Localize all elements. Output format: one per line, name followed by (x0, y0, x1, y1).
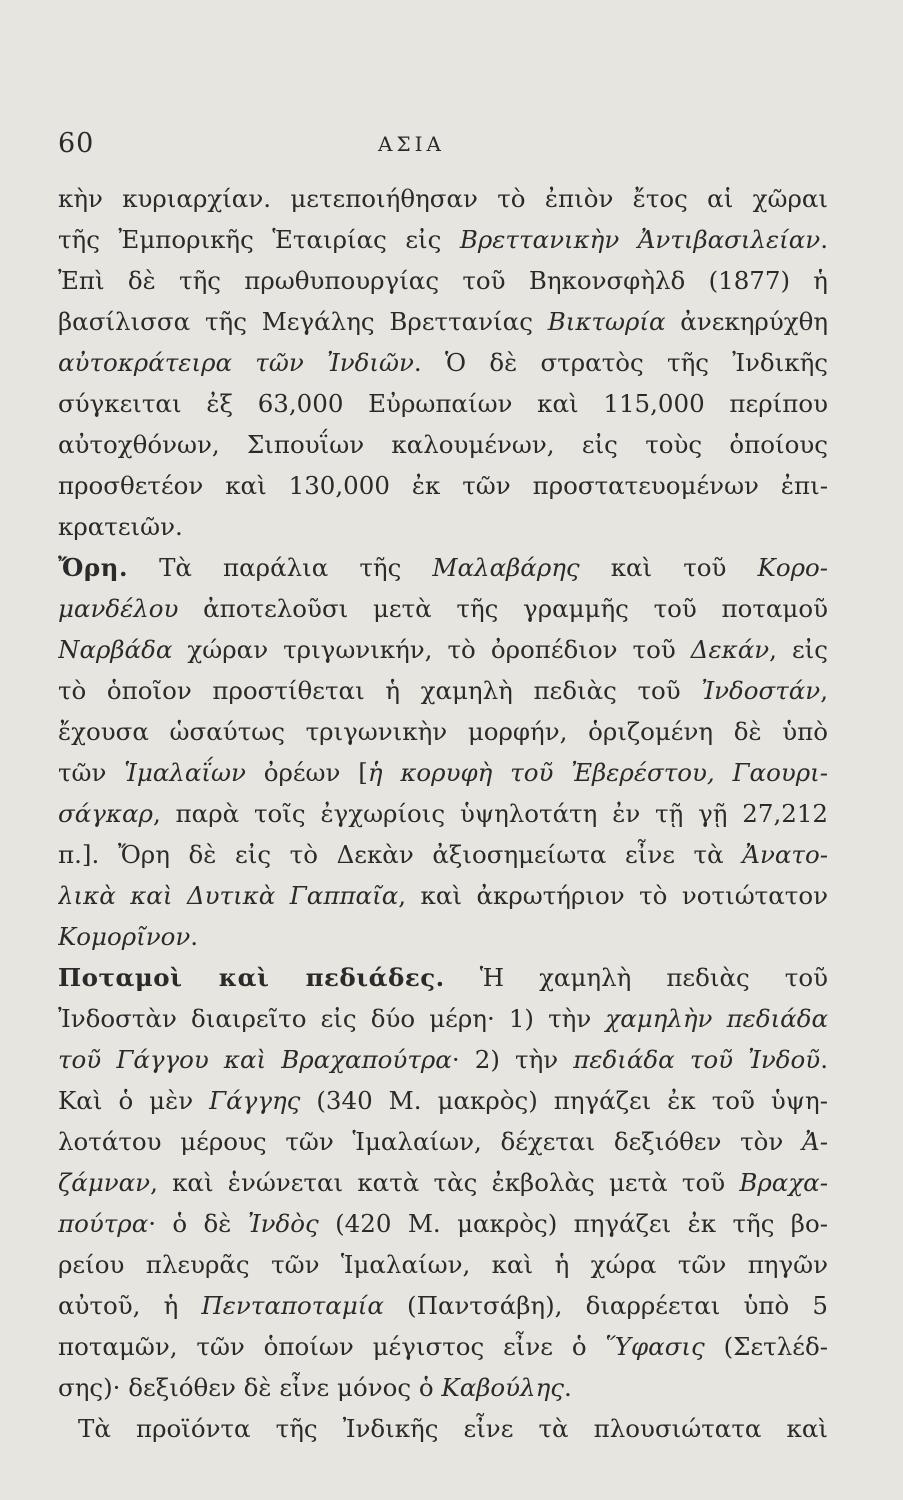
text-line (58, 506, 828, 547)
text-line (58, 301, 828, 342)
text-line (58, 752, 828, 793)
text-line (58, 916, 828, 957)
text-segment: Ἐπὶ δὲ τῆς πρωθυπουργίας τοῦ Βηκονσφὴλδ (1877) ἡ (58, 266, 828, 295)
italic-text: Βικτωρία (547, 307, 666, 336)
text-segment: τὸ ὁποῖον προστίθεται ἡ χαμηλὴ πεδιὰς τοῦ (58, 676, 702, 705)
italic-text: Ὕφασις (605, 1332, 705, 1361)
text-line (58, 1408, 828, 1449)
italic-text: σάγκαρ (58, 799, 153, 828)
text-segment: ἀποτελοῦσι μετὰ τῆς γραμμῆς τοῦ ποταμοῦ (178, 594, 828, 623)
running-head: ΑΣΙΑ (378, 132, 445, 156)
text-line (58, 957, 828, 998)
text-line (58, 219, 828, 260)
text-segment: , εἰς (769, 635, 828, 664)
text-line (58, 670, 828, 711)
text-segment: (Σετλέδ- (704, 1332, 828, 1361)
text-line (58, 178, 828, 219)
text-segment: αὐτοχθόνων, Σιπουΐων καλουμένων, εἰς τοὺς ὁποίους (58, 430, 828, 459)
italic-text: Ἀνατο- (742, 840, 828, 869)
text-segment: (Παντσάβη), διαρρέεται ὑπὸ 5 (383, 1291, 828, 1320)
text-line (58, 875, 828, 916)
text-line (58, 465, 828, 506)
page-number: 60 (58, 128, 95, 159)
italic-text: Ἱμαλαΐων (124, 758, 246, 787)
text-segment: Τὰ προϊόντα τῆς Ἰνδικῆς εἶνε τὰ πλουσιώτατα καὶ (78, 1414, 828, 1443)
page-header (58, 128, 838, 168)
text-line (58, 629, 828, 670)
text-segment: , καὶ ἀκρωτήριον τὸ νοτιώτατον (398, 881, 828, 910)
italic-text: Ἰνδοστάν (701, 676, 821, 705)
text-segment: λοτάτου μέρους τῶν Ἱμαλαίων, δέχεται δεξιόθεν τὸν (58, 1127, 803, 1156)
italic-text: ἡ κορυφὴ τοῦ Ἐβερέστου, Γαουρι- (367, 758, 828, 787)
italic-text: Μαλαβάρης (432, 553, 580, 582)
text-segment: ἀνεκηρύχθη (665, 307, 828, 336)
text-line (58, 342, 828, 383)
text-segment: ποταμῶν, τῶν ὁποίων μέγιστος εἶνε ὁ (58, 1332, 606, 1361)
text-line (58, 260, 828, 301)
text-segment: αὐτοῦ, ἡ (58, 1291, 202, 1320)
text-segment: . (820, 225, 828, 254)
italic-text: μανδέλου (58, 594, 179, 623)
italic-text: λικὰ καὶ Δυτικὰ Γαππαῖα (58, 881, 399, 910)
italic-text: Ἀ- (802, 1127, 828, 1156)
text-segment: . (564, 1373, 572, 1402)
italic-text: χαμηλὴν πεδιάδα (605, 1004, 828, 1033)
italic-text: Βραχα- (739, 1168, 828, 1197)
text-line (58, 1162, 828, 1203)
italic-text: Βρεττανικὴν Ἀντιβασιλείαν (459, 225, 821, 254)
body-text (58, 178, 828, 1449)
text-segment: (340 Μ. μακρὸς) πηγάζει ἐκ τοῦ ὑψη- (300, 1086, 828, 1115)
text-segment: κρατειῶν. (58, 512, 183, 541)
text-segment: , καὶ ἑνώνεται κατὰ τὰς ἐκβολὰς μετὰ τοῦ (150, 1168, 740, 1197)
text-line (58, 834, 828, 875)
italic-text: ζάμναν (58, 1168, 151, 1197)
section-heading: Ὄρη. (58, 553, 128, 582)
text-segment: Καὶ ὁ μὲν (58, 1086, 210, 1115)
text-line (58, 424, 828, 465)
italic-text: Γάγγης (209, 1086, 301, 1115)
text-line (58, 998, 828, 1039)
text-segment: (420 Μ. μακρὸς) πηγάζει ἐκ τῆς βο- (318, 1209, 828, 1238)
text-segment: ἔχουσα ὡσαύτως τριγωνικὴν μορφήν, ὁριζομένη δὲ ὑπὸ (58, 717, 828, 746)
italic-text: πούτρα (58, 1209, 149, 1238)
text-segment: σης)· δεξιόθεν δὲ εἶνε μόνος ὁ (58, 1373, 442, 1402)
italic-text: Δεκάν (690, 635, 770, 664)
text-segment: τῶν (58, 758, 125, 787)
text-segment: · ὁ δὲ (148, 1209, 248, 1238)
text-segment: Τὰ παράλια τῆς (128, 553, 433, 582)
text-line (58, 1285, 828, 1326)
text-segment: ρείου πλευρᾶς τῶν Ἱμαλαίων, καὶ ἡ χώρα τῶν πηγῶν (58, 1250, 828, 1279)
section-heading: Ποταμοὶ καὶ πεδιάδες. (58, 963, 445, 992)
text-segment: χώραν τριγωνικήν, τὸ ὀροπέδιον τοῦ (172, 635, 691, 664)
italic-text: Πενταποταμία (201, 1291, 384, 1320)
italic-text: πεδιάδα τοῦ Ἰνδοῦ (573, 1045, 821, 1074)
text-segment: Ἡ χαμηλὴ πεδιὰς τοῦ (444, 963, 828, 992)
text-segment: . (190, 922, 199, 951)
text-segment: βασίλισσα τῆς Μεγάλης Βρεττανίας (58, 307, 548, 336)
text-segment: · 2) τὴν (451, 1045, 574, 1074)
text-segment: . (820, 1045, 828, 1074)
text-line (58, 1244, 828, 1285)
text-line (58, 1080, 828, 1121)
text-segment: ὀρέων [ (245, 758, 368, 787)
text-segment: . Ὁ δὲ στρατὸς τῆς Ἰνδικῆς (413, 348, 828, 377)
text-segment: προσθετέον καὶ 130,000 ἐκ τῶν προστατευομένων ἐπι- (58, 471, 828, 500)
italic-text: αὐτοκράτειρα τῶν Ἰνδιῶν (58, 348, 414, 377)
text-line (58, 547, 828, 588)
text-segment: τῆς Ἐμπορικῆς Ἑταιρίας εἰς (58, 225, 460, 254)
text-line (58, 1203, 828, 1244)
italic-text: Κορο- (757, 553, 828, 582)
text-segment: Ἰνδοστὰν διαιρεῖτο εἰς δύο μέρη· 1) τὴν (58, 1004, 606, 1033)
italic-text: Καβούλης (441, 1373, 564, 1402)
text-line (58, 1367, 828, 1408)
text-line (58, 1039, 828, 1080)
text-segment: , (820, 676, 828, 705)
italic-text: τοῦ Γάγγου καὶ Βραχαπούτρα (58, 1045, 452, 1074)
text-line (58, 588, 828, 629)
text-line (58, 711, 828, 752)
text-segment: σύγκειται ἐξ 63,000 Εὐρωπαίων καὶ 115,000 περίπου (58, 389, 828, 418)
italic-text: Ἰνδὸς (247, 1209, 319, 1238)
text-segment: π.]. Ὄρη δὲ εἰς τὸ Δεκὰν ἀξιοσημείωτα εἶνε τὰ (58, 840, 743, 869)
text-line (58, 383, 828, 424)
text-line (58, 793, 828, 834)
text-line (58, 1326, 828, 1367)
text-segment: κὴν κυριαρχίαν. μετεποιήθησαν τὸ ἐπιὸν ἔτος αἱ χῶραι (58, 184, 828, 213)
italic-text: Ναρβάδα (58, 635, 173, 664)
text-line (58, 1121, 828, 1162)
text-segment: καὶ τοῦ (579, 553, 758, 582)
italic-text: Κομορῖνον (58, 922, 191, 951)
text-segment: , παρὰ τοῖς ἐγχωρίοις ὑψηλοτάτη ἐν τῇ γῇ 27,212 (152, 799, 828, 828)
